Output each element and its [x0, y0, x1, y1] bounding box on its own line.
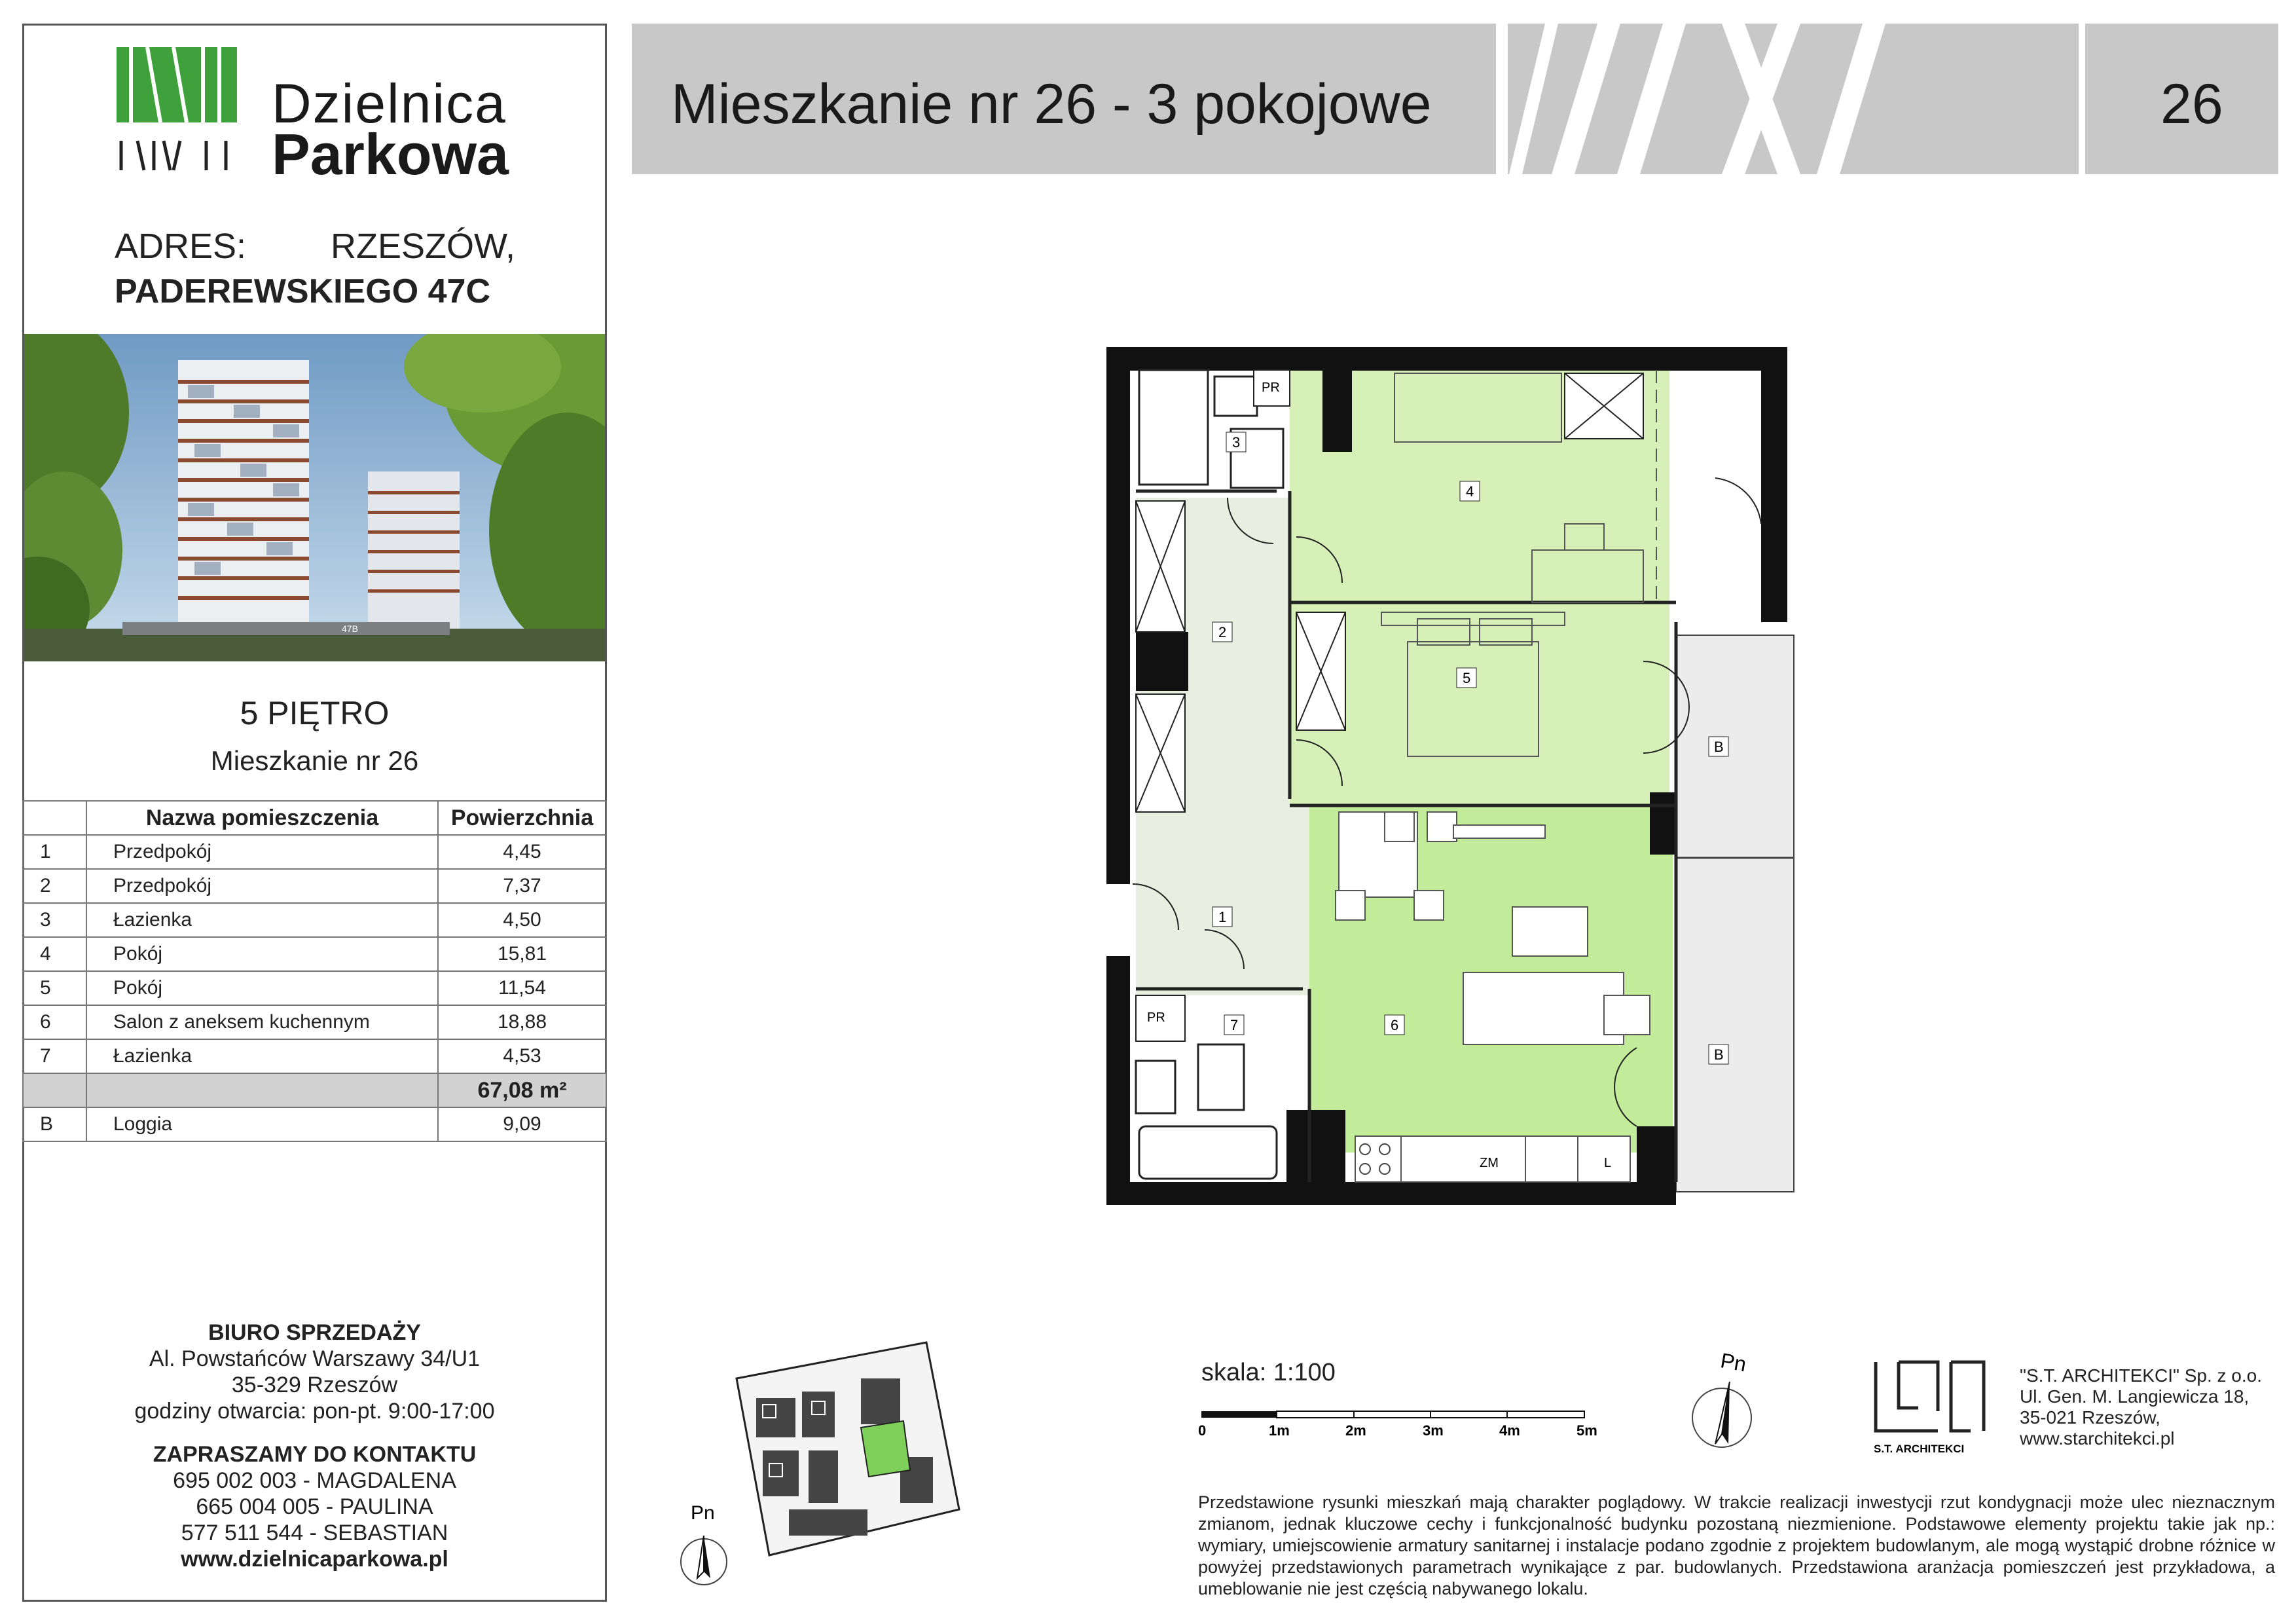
disclaimer: Przedstawione rysunki mieszkań mają charakter poglądowy. W trakcie realizacji inwestycji rzut kondygnacji może ulec nieznacznym zmianom, jednak kluczowe cechy i funkcjonalność budynku pozostaną niezmienione. Podstawowe elementy projektu takie jak np.: wymiary, umiejscowienie armatury sanitarnej i instalacje podano zgodnie z projektem budowlanym, ale mogą wystąpić drobne różnice w powyżej przedstawionych parametrach wynikające z par. budowlanych. Przedstawiona aranżacja pomieszczeń jest przykładowa, a umeblowanie nie jest częścią nabywanego lokalu.	[1198, 1492, 2275, 1598]
room-label: 5	[1463, 670, 1471, 686]
scale-tick: 1m	[1269, 1422, 1290, 1439]
room-label: 7	[1230, 1017, 1239, 1033]
loggia-number: B	[23, 1107, 86, 1141]
page-title: Mieszkanie nr 26 - 3 pokojowe	[671, 73, 1432, 136]
room-area: 18,88	[438, 1005, 606, 1039]
apartment-subtitle: Mieszkanie nr 26	[210, 745, 419, 776]
room-name: Pokój	[86, 971, 438, 1005]
room-area: 4,53	[438, 1039, 606, 1073]
scale-tick: 2m	[1345, 1422, 1366, 1439]
room-label: 1	[1218, 909, 1227, 925]
room-number: 7	[23, 1039, 86, 1073]
architect-name: "S.T. ARCHITEKCI" Sp. z o.o.	[2020, 1365, 2262, 1386]
room-name: Przedpokój	[86, 835, 438, 869]
scale-tick: 0	[1198, 1422, 1207, 1439]
table-row	[23, 1039, 606, 1073]
floor-title: 5 PIĘTRO	[240, 695, 390, 731]
table-header-row	[23, 801, 606, 835]
room-number: 1	[23, 835, 86, 869]
fixture-label: PR	[1147, 1010, 1165, 1025]
room-name: Łazienka	[86, 1039, 438, 1073]
architect-website[interactable]: www.starchitekci.pl	[2020, 1428, 2175, 1449]
room-area: 4,45	[438, 835, 606, 869]
apartment-number: 26	[2160, 73, 2223, 136]
website-link[interactable]: www.dzielnicaparkowa.pl	[181, 1547, 448, 1572]
room-label: 4	[1466, 483, 1474, 500]
scale-tick: 4m	[1499, 1422, 1520, 1439]
loggia-row	[23, 1107, 606, 1141]
sales-office-title: BIURO SPRZEDAŻY	[208, 1320, 421, 1345]
room-name: Salon z aneksem kuchennym	[86, 1005, 438, 1039]
column-header-number	[23, 801, 86, 835]
loggia-label: B	[1714, 739, 1724, 755]
table-row	[23, 835, 606, 869]
scale-tick: 3m	[1423, 1422, 1444, 1439]
room-number: 2	[23, 869, 86, 903]
loggia-area: 9,09	[438, 1107, 606, 1141]
compass-icon	[1683, 1346, 1768, 1457]
fixture-label: L	[1604, 1156, 1612, 1170]
architect-city: 35-021 Rzeszów,	[2020, 1407, 2160, 1428]
architect-street: Ul. Gen. M. Langiewicza 18,	[2020, 1386, 2250, 1407]
room-area: 15,81	[438, 937, 606, 971]
loggia-name: Loggia	[86, 1107, 438, 1141]
table-row	[23, 971, 606, 1005]
room-name: Przedpokój	[86, 869, 438, 903]
compass-icon	[674, 1500, 740, 1591]
brand-logo	[111, 46, 242, 177]
compass-label: Pn	[1719, 1348, 1749, 1376]
room-number: 6	[23, 1005, 86, 1039]
architect-logo	[1872, 1359, 1990, 1457]
loggia-label: B	[1714, 1046, 1724, 1063]
building-key-plan	[730, 1339, 979, 1591]
total-row	[23, 1073, 606, 1107]
room-name: Pokój	[86, 937, 438, 971]
rooms-table	[22, 800, 607, 1142]
table-row	[23, 869, 606, 903]
table-row	[23, 903, 606, 937]
building-render-image	[24, 334, 605, 661]
room-number: 4	[23, 937, 86, 971]
table-row	[23, 1005, 606, 1039]
sales-office	[24, 1320, 605, 1572]
contact-phone: 577 511 544 - SEBASTIAN	[181, 1521, 448, 1545]
floor-plan	[1106, 341, 1813, 1205]
scale-label: skala: 1:100	[1201, 1359, 1336, 1386]
room-area: 4,50	[438, 903, 606, 937]
column-header-name: Nazwa pomieszczenia	[86, 801, 438, 835]
room-number: 3	[23, 903, 86, 937]
address-city: RZESZÓW,	[331, 227, 515, 266]
sales-office-street: Al. Powstańców Warszawy 34/U1	[149, 1346, 481, 1371]
table-row	[23, 937, 606, 971]
address-label: ADRES:	[115, 227, 247, 266]
architect-info	[2020, 1365, 2262, 1449]
contact-phone: 695 002 003 - MAGDALENA	[173, 1468, 456, 1493]
scale-tick: 5m	[1576, 1422, 1597, 1439]
sales-office-city: 35-329 Rzeszów	[231, 1373, 398, 1397]
compass-label: Pn	[691, 1502, 715, 1524]
contact-title: ZAPRASZAMY DO KONTAKTU	[153, 1442, 477, 1467]
room-number: 5	[23, 971, 86, 1005]
loggia	[1676, 635, 1794, 1192]
sales-office-hours: godziny otwarcia: pon-pt. 9:00-17:00	[134, 1399, 495, 1424]
scale-bar	[1198, 1408, 1624, 1447]
brand-name-line2: Parkowa	[272, 122, 509, 187]
room-label: 2	[1218, 624, 1227, 640]
building-label: 47B	[342, 623, 358, 634]
total-area: 67,08 m²	[438, 1073, 606, 1107]
fixture-label: ZM	[1480, 1156, 1499, 1170]
brand-name-line1: Dzielnica	[272, 73, 507, 134]
room-area: 7,37	[438, 869, 606, 903]
architect-logo-text: S.T. ARCHITEKCI	[1874, 1443, 1965, 1455]
room-label: 3	[1232, 434, 1241, 451]
fixture-label: PR	[1262, 380, 1280, 395]
column-header-area: Powierzchnia	[438, 801, 606, 835]
room-name: Łazienka	[86, 903, 438, 937]
address-street: PADEREWSKIEGO 47C	[115, 272, 491, 310]
contact-phone: 665 004 005 - PAULINA	[196, 1494, 433, 1519]
room-label: 6	[1391, 1017, 1399, 1033]
room-area: 11,54	[438, 971, 606, 1005]
